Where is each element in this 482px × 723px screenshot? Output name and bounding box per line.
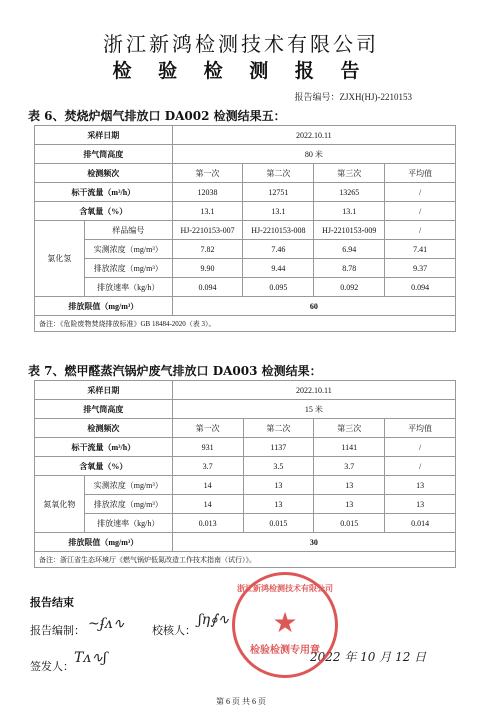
table7-flow-label: 标干流量（m³/h）: [35, 438, 173, 457]
table6-cell: 13265: [314, 183, 385, 202]
table7-col: 第二次: [243, 419, 314, 438]
table7-oxygen-label: 含氧量（%）: [35, 457, 173, 476]
table6-row-height: [35, 145, 456, 164]
table7-cell: 13: [243, 476, 314, 495]
table7-cell: 13: [314, 495, 385, 514]
table6-cell: 8.78: [314, 259, 385, 278]
table6-cell: 7.82: [172, 240, 243, 259]
table7-group-label: 氮氧化物: [35, 476, 85, 533]
table6-cell: 9.44: [243, 259, 314, 278]
table7-cell: 13: [243, 495, 314, 514]
table6-row-measured: [35, 240, 456, 259]
prepared-signature: ~ʄᴧ∿: [88, 616, 125, 632]
table6-limit: 60: [172, 297, 455, 316]
table6-height: 80 米: [172, 145, 455, 164]
sign-date: 2022 年 10 月 12 日: [310, 650, 427, 664]
table7-height-label: 排气筒高度: [35, 400, 173, 419]
table7-row-oxygen: [35, 457, 456, 476]
table6-cell: 0.092: [314, 278, 385, 297]
table7-cell: 3.5: [243, 457, 314, 476]
document-title: 检 验 检 测 报 告: [112, 60, 370, 82]
table6-sampleid-label: 样品编号: [84, 221, 172, 240]
seal-top-text: 浙江新鸿检测技术有限公司: [237, 583, 333, 593]
table7-freq-label: 检测频次: [35, 419, 173, 438]
table7-emission-label: 排放浓度（mg/m³）: [84, 495, 172, 514]
table7-cell: 13: [385, 495, 456, 514]
table6-emission-label: 排放浓度（mg/m³）: [84, 259, 172, 278]
seal-bottom-text: 检验检测专用章: [250, 645, 320, 656]
table7-col: 第一次: [172, 419, 243, 438]
signer-label: 签发人：: [30, 660, 74, 673]
company-name: 浙江新鸿检测技术有限公司: [103, 32, 379, 56]
table7-row-limit: [35, 533, 456, 552]
reviewer-label: 校核人：: [152, 624, 196, 637]
table6-flow-label: 标干流量（m³/h）: [35, 183, 173, 202]
page-number: 第 6 页 共 6 页: [216, 697, 266, 706]
table6-group-label: 氯化氢: [35, 221, 85, 297]
table7-col: 第三次: [314, 419, 385, 438]
official-seal: [232, 572, 338, 678]
table6-col: 第一次: [172, 164, 243, 183]
table7-title: 表 7、燃甲醛蒸汽锅炉废气排放口 DA003 检测结果：: [28, 364, 322, 378]
table6-measured-label: 实测浓度（mg/m³）: [84, 240, 172, 259]
table6-cell: 13.1: [314, 202, 385, 221]
table7-cell: 0.015: [314, 514, 385, 533]
table7-cell: 931: [172, 438, 243, 457]
table6-row-date: [35, 126, 456, 145]
table6-title: 表 6、焚烧炉烟气排放口 DA002 检测结果五：: [28, 109, 286, 123]
table6-cell: HJ-2210153-009: [314, 221, 385, 240]
table6-oxygen-label: 含氧量（%）: [35, 202, 173, 221]
table6: [34, 125, 456, 332]
table6-cell: 6.94: [314, 240, 385, 259]
table7-cell: 13: [314, 476, 385, 495]
table6-cell: 9.90: [172, 259, 243, 278]
table7-note: 备注：浙江省生态环境厅《燃气锅炉低氮改造工作技术指南（试行）》。: [35, 552, 456, 568]
table7-cell: 3.7: [314, 457, 385, 476]
report-end: 报告结束: [30, 596, 74, 609]
table6-cell: 12751: [243, 183, 314, 202]
prepared-by-label: 报告编制：: [30, 624, 85, 637]
table7: [34, 380, 456, 568]
table6-col: 第二次: [243, 164, 314, 183]
star-icon: ★: [272, 606, 298, 639]
table6-row-freq: [35, 164, 456, 183]
table7-cell: 14: [172, 476, 243, 495]
table6-limit-label: 排放限值（mg/m³）: [35, 297, 173, 316]
table6-cell: 0.094: [172, 278, 243, 297]
table7-row-note: [35, 552, 456, 568]
table6-cell: 7.46: [243, 240, 314, 259]
table7-row-flow: [35, 438, 456, 457]
table7-date-label: 采样日期: [35, 381, 173, 400]
table6-row-sampleid: [35, 221, 456, 240]
report-number: 报告编号：ZJXH(HJ)-2210153: [294, 92, 412, 102]
reviewer-signature: ʃη∮∿: [198, 612, 230, 628]
table7-row-date: [35, 381, 456, 400]
table6-col: 第三次: [314, 164, 385, 183]
table6-row-oxygen: [35, 202, 456, 221]
table6-note: 备注：《危险废物焚烧排放标准》GB 18484-2020（表 3）。: [35, 316, 456, 332]
table6-date: 2022.10.11: [172, 126, 455, 145]
table6-date-label: 采样日期: [35, 126, 173, 145]
table6-freq-label: 检测频次: [35, 164, 173, 183]
table6-cell: /: [385, 221, 456, 240]
table7-cell: /: [385, 438, 456, 457]
table7-measured-label: 实测浓度（mg/m³）: [84, 476, 172, 495]
table7-row-freq: [35, 419, 456, 438]
table6-row-emission: [35, 259, 456, 278]
signer-signature: Tᴧ∿ʃ: [74, 650, 107, 666]
table7-col: 平均值: [385, 419, 456, 438]
table6-cell: HJ-2210153-008: [243, 221, 314, 240]
table6-cell: /: [385, 183, 456, 202]
table7-date: 2022.10.11: [172, 381, 455, 400]
table7-cell: 1141: [314, 438, 385, 457]
table6-cell: HJ-2210153-007: [172, 221, 243, 240]
table7-cell: 14: [172, 495, 243, 514]
table6-cell: 7.41: [385, 240, 456, 259]
table6-cell: /: [385, 202, 456, 221]
table7-cell: 0.015: [243, 514, 314, 533]
table7-row-rate: [35, 514, 456, 533]
table7-cell: 0.013: [172, 514, 243, 533]
table7-cell: 13: [385, 476, 456, 495]
table6-row-flow: [35, 183, 456, 202]
table6-height-label: 排气筒高度: [35, 145, 173, 164]
table7-cell: 3.7: [172, 457, 243, 476]
table7-row-emission: [35, 495, 456, 514]
table6-row-note: [35, 316, 456, 332]
table7-cell: 1137: [243, 438, 314, 457]
table6-cell: 0.095: [243, 278, 314, 297]
table7-limit-label: 排放限值（mg/m³）: [35, 533, 173, 552]
table7-row-height: [35, 400, 456, 419]
table6-col: 平均值: [385, 164, 456, 183]
table6-cell: 9.37: [385, 259, 456, 278]
table7-height: 15 米: [172, 400, 455, 419]
table6-cell: 13.1: [172, 202, 243, 221]
table6-cell: 13.1: [243, 202, 314, 221]
table6-cell: 12038: [172, 183, 243, 202]
table7-cell: /: [385, 457, 456, 476]
table6-cell: 0.094: [385, 278, 456, 297]
table7-cell: 0.014: [385, 514, 456, 533]
table7-limit: 30: [172, 533, 455, 552]
table6-rate-label: 排放速率（kg/h）: [84, 278, 172, 297]
table7-rate-label: 排放速率（kg/h）: [84, 514, 172, 533]
table7-row-measured: [35, 476, 456, 495]
table6-row-limit: [35, 297, 456, 316]
table6-row-rate: [35, 278, 456, 297]
